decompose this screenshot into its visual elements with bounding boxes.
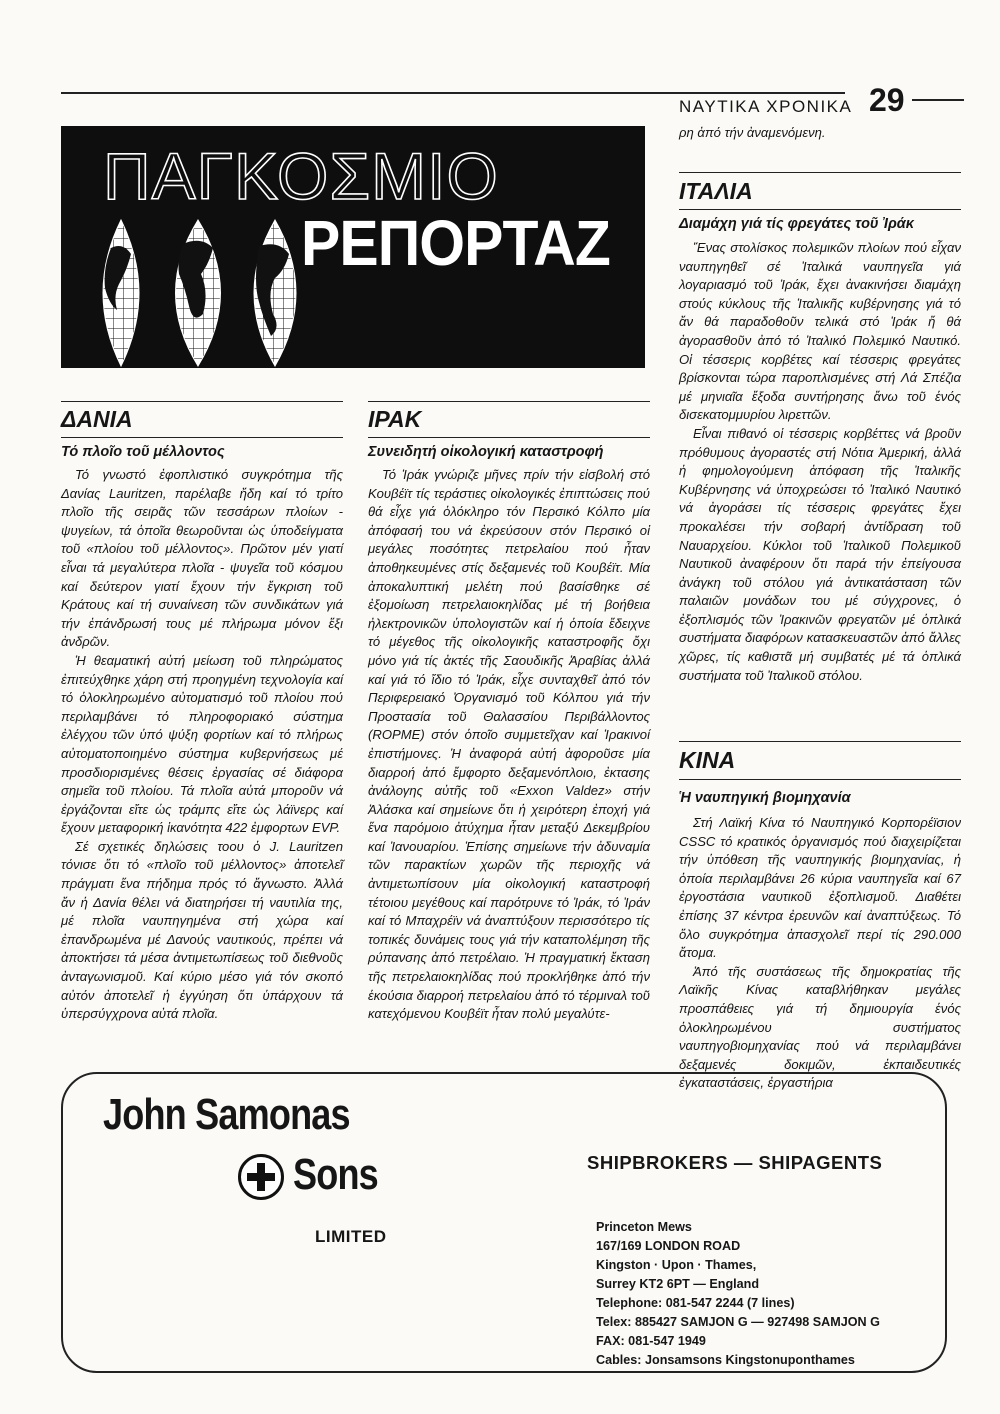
iraq-continuation bbox=[679, 124, 961, 143]
address-line: Cables: Jonsamsons Kingstonuponthames bbox=[596, 1353, 855, 1367]
ad-company-name: John Samonas bbox=[103, 1090, 350, 1139]
paragraph: Εἶναι πιθανό οἱ τέσσερις κορβέττες νά βροῦν πρόθυμους ἀγοραστές στή Νότια Ἀμερική, ἀλλά ἡ φημολογούμενη ἀπόφαση τῆς Ἰταλικῆς Κυβέρνησης νά ὑποχρεώσει τό Ἰταλικό Ναυτικό νά ἀγοράσει τίς τέσσερις φρεγάτες ἔχει προκαλέσει τήν σοβαρή ἀντίδραση τοῦ Ναυαρχείου. Κύκλοι τοῦ Ἰταλικοῦ Πολεμικοῦ Ναυτικοῦ ἀναφέρουν ὅτι παρά τήν ἐπείγουσα ἀνάγκη τοῦ στόλου γιά ἀντικατάσταση τῶν παλαιῶν μονάδων του μέ σύγχρονες, ὁ ἐξοπλισμός τῶν Ἰρακινῶν φρεγατῶν μέ ὁπλικά συστήματα διαφόρων κατασκευαστῶν ἀπό ἄλλες χῶρες, τίς καθιστᾶ μή συμβατές μέ τά ὁπλικά συστήματα τοῦ Ἰταλικοῦ στόλου. bbox=[679, 425, 961, 683]
china-rule-mid bbox=[679, 779, 961, 780]
china-article-body bbox=[679, 814, 961, 1093]
magazine-title: ΝΑΥΤΙΚΑ ΧΡΟΝΙΚΑ bbox=[679, 97, 853, 116]
paragraph: Ἡ θεαματική αὐτή μείωση τοῦ πληρώματος ἐπιτεύχθηκε χάρη στή προηγμένη τεχνολογία καί τό ὁλοκληρωμένο αὐτοματισμό τοῦ πλοίου πού περιλαμβάνει τό πληροφοριακό σύστημα ἐλέγχου τῶν ὑπό ψύξη φορτίων καί τό πλήρως αὐτοματοποιημένο σύστημα κυβερνήσεως μέ προσδιορισμένες θέσεις ἐργασίας σέ διάφορα σημεῖα τοῦ πλοίου. Τά πλοῖα αὐτά μποροῦν νά ἐργάζονται εἴτε ὡς τράμπς εἴτε ὡς λάϊνερς καί ἔχουν μεταφορική ἱκανότητα 422 ἐμφορτων EVP. bbox=[61, 652, 343, 836]
ad-address-block bbox=[596, 1218, 880, 1370]
italy-rule-mid bbox=[679, 209, 961, 210]
ad-limited: LIMITED bbox=[315, 1227, 387, 1246]
iraq-article-body bbox=[368, 466, 650, 1024]
denmark-subheading: Τό πλοῖο τοῦ μέλλοντος bbox=[61, 444, 225, 460]
iraq-heading: ΙΡΑΚ bbox=[368, 406, 422, 432]
advertisement-box bbox=[61, 1072, 947, 1373]
denmark-article-body bbox=[61, 466, 343, 1024]
paragraph: Ἀπό τῆς συστάσεως τῆς δημοκρατίας τῆς Λαϊκῆς Κίνας καταβλήθηκαν μεγάλες προσπάθειες γιά τή δημιουργία ἑνός ὁλοκληρωμένου συστήματος ναυπηγοβιομηχανίας πού νά περιλαμβάνει δεξαμενές δοκιμῶν, ἐκπαιδευτικές ἐγκαταστάσεις, ἐργαστήρια bbox=[679, 963, 961, 1091]
ad-services: SHIPBROKERS — SHIPAGENTS bbox=[587, 1152, 883, 1173]
denmark-rule-mid bbox=[61, 437, 343, 438]
paragraph: Στή Λαϊκή Κίνα τό Ναυπηγικό Κορπορέϊσιον CSSC τό κρατικός ὀργανισμός πού διαχειρίζεται τήν ὑπόθεση τῆς ναυπηγικής βιομηχανίας, ἡ ὁποία περιλαμβάνει 26 κύρια ναυπηγεῖα καί 67 ἐργοστάσια ναυτικοῦ ἐξοπλισμοῦ. Διαθέτει ἐπίσης 37 κέντρα ἐρευνῶν καί ἀναπτύξεως. Τό ὅλο συγκρότημα ἀπασχολεῖ περί τίς 290.000 ἄτομα. bbox=[679, 815, 961, 961]
header-rule-left bbox=[61, 92, 845, 94]
china-subheading: Ἡ ναυπηγική βιομηχανία bbox=[679, 790, 851, 806]
paragraph: Ἕνας στολίσκος πολεμικῶν πλοίων πού εἶχαν ναυπηγηθεῖ σέ Ἰταλικά ναυπηγεῖα γιά λογαριασμό τοῦ Ἰράκ, ἔχει ἀνακινήσει διαμάχη στούς κύκλους τῆς Ἰταλικῆς κυβέρνησης γιά τό ἄν θά παραδοθοῦν τελικά στό Ἰράκ ἤ θά ἀγορασθοῦν ἀπό τό Ἰταλικό Πολεμικό Ναυτικό. Οἱ τέσσερις κορβέτες καί τέσσερις φρεγάτες βρίσκονται τώρα παροπλισμένες στή Λά Σπέζια μέ μηνιαῖα ἔξοδα συντήρησης ἄνω τοῦ ἑνός δισεκατομμυρίου λιρεττῶν. bbox=[679, 240, 961, 423]
world-report-banner bbox=[61, 126, 645, 368]
paragraph: Τό γνωστό ἐφοπλιστικό συγκρότημα τῆς Δανίας Lauritzen, παρέλαβε ἤδη καί τό τρίτο πλοῖο τῆς σειρᾶς τῶν τεσσάρων πλοίων - ψυγείων, τά ὁποῖα θεωροῦνται ὡς ὑποδείγματα τοῦ «πλοίου τοῦ μέλλοντος». Πρῶτον μέν γιατί εἶναι τά μεγαλύτερα πλοῖα - ψυγεῖα τοῦ κόσμου καί δεύτερον γιατί ἔχουν τήν ἔγκριση τοῦ Κράτους καί τή συναίνεση τῶν συνδικάτων γιά τήν ἐπάνδρωσή τους μέ πλήρωμα μόνον ἕξι ἀνδρῶν. bbox=[61, 467, 343, 650]
italy-rule-top bbox=[679, 172, 961, 173]
china-rule-top bbox=[679, 741, 961, 742]
page-number: 29 bbox=[869, 82, 905, 118]
iraq-rule-top bbox=[368, 401, 650, 402]
address-line: Telex: 885427 SAMJON G — 927498 SAMJON G bbox=[596, 1315, 880, 1329]
address-line: Surrey KT2 6PT — England bbox=[596, 1277, 760, 1291]
denmark-rule-top bbox=[61, 401, 343, 402]
address-line: 167/169 LONDON ROAD bbox=[596, 1239, 741, 1253]
paragraph: Σέ σχετικές δηλώσεις τοου ὁ J. Lauritzen τόνισε ὅτι τό «πλοῖο τοῦ μέλλοντος» ἀποτελεῖ πράγματι ἕνα πήδημα πρός τό ἄγνωστο. Ἀλλά ἄν ἡ Δανία θέλει νά διατηρήσει τή ναυτιλία της, μέ πλοῖα ναυπηγημένα στή χώρα καί ἐπανδρωμένα μέ Δανούς ναυτικούς, πρέπει νά ἀποκτήσει τά μέσα ἀντιμετωπίσεως τοῦ διεθνοῦς ἀνταγωνισμοῦ. Καί κύριο μέσο γιά τόν σκοπό αὐτόν ἀποτελεῖ ἡ ἐγγύηση ὅτι ὑπάρχουν τά ὑπερσύγχρονα αὐτά πλοῖα. bbox=[61, 838, 343, 1022]
ad-company-sons: Sons bbox=[293, 1150, 378, 1199]
italy-article-body bbox=[679, 239, 961, 685]
globe-map-icon bbox=[83, 218, 313, 368]
banner-title-line2: ΡΕΠΟΡΤΑΖ bbox=[301, 207, 610, 279]
denmark-heading: ΔΑΝΙΑ bbox=[61, 406, 133, 432]
banner-title-line1: ΠΑΓΚΟΣΜΙΟ bbox=[103, 139, 499, 213]
address-line: Kingston · Upon · Thames, bbox=[596, 1258, 757, 1272]
plus-icon bbox=[238, 1154, 284, 1200]
address-line: Telephone: 081-547 2244 (7 lines) bbox=[596, 1296, 795, 1310]
italy-heading: ΙΤΑΛΙΑ bbox=[679, 178, 753, 204]
header-rule-right bbox=[912, 99, 964, 101]
address-line: FAX: 081-547 1949 bbox=[596, 1334, 706, 1348]
iraq-rule-mid bbox=[368, 437, 650, 438]
paragraph: Τό Ἰράκ γνώριζε μῆνες πρίν τήν εἰσβολή στό Κουβέϊτ τίς τεράστιες οἰκολογικές ἐπιπτώσεις πού θά εἶχε γιά ὁλόκληρο τόν Περσικό Κόλπο μία ἀπόφασή του νά ἐκρεύσουν στόν Περσικό οἱ μεγάλες ποσότητες πετρελαίου πού ἦταν ἀποθηκευμένες στίς δεξαμενές τοῦ Κουβέϊτ. Μία ἀποκαλυπτική μελέτη πού βασίσθηκε σέ ἐξομοίωση πετρελαιοκηλίδας μέ τή βοήθεια ἠλεκτρονικῶν ὑπολογιστῶν καί ἡ ὁποία ἔδειχνε τό μέγεθος τῆς οἰκολογικῆς καταστροφῆς ὄχι μόνο γιά τίς ἀκτές τῆς Σαουδικῆς Ἀραβίας ἀλλά καί γιά τό ἴδιο τό Ἰράκ, εἶχε συνταχθεῖ ἀπό τόν Περιφερειακό Ὀργανισμό τοῦ Κόλπου γιά τήν Προστασία τοῦ Θαλασσίου Περιβάλλοντος (ROPME) στόν ὁποῖο συμμετεῖχαν καί Ἰρακινοί ἐπιστήμονες. Ἡ ἀναφορά αὐτή ἀφοροῦσε μία διαρροή ἀπό ἔμφορτο δεξαμενόπλοιο, ἐκτασης ἀνάλογης αὐτῆς τοῦ «Exxon Valdez» στήν Ἀλάσκα καί σημείωνε ὅτι ἡ χειρότερη ἐποχή γιά ἕνα παρόμοιο ἀτύχημα ἦταν μεταξύ Δεκεμβρίου καί Ἰανουαρίου. Ἐπίσης σημείωνε τήν ἀδυναμία τῶν παρακτίων χωρῶν τῆς περιοχῆς νά ἀντιμετωπίσουν μία οἰκολογική καταστροφή τέτοιου μεγέθους καί παρότρυνε τό Ἰράκ, τό Ἰράν καί τό Μπαχρέϊν νά ἀναπτύξουν περισσότερο τίς τοπικές δυνάμεις τους γιά τήν καταπολέμηση τῆς ρύπανσης ἀπό πετρέλαιο. Ἡ πραγματική ἔκταση τῆς πετρελαιοκηλίδας πού προκλήθηκε ἀπό τήν ἑκούσια διαρροή πετρελαίου ἀπό τό τέρμιναλ τοῦ κατεχόμενου Κουβέϊτ ἦταν πολύ μεγαλύτε- bbox=[368, 467, 650, 1022]
iraq-subheading: Συνειδητή οἰκολογική καταστροφή bbox=[368, 444, 604, 460]
italy-subheading: Διαμάχη γιά τίς φρεγάτες τοῦ Ἰράκ bbox=[679, 216, 914, 232]
china-heading: ΚΙΝΑ bbox=[679, 747, 736, 773]
address-line: Princeton Mews bbox=[596, 1220, 692, 1234]
paragraph: ρη ἀπό τήν ἀναμενόμενη. bbox=[679, 125, 826, 140]
